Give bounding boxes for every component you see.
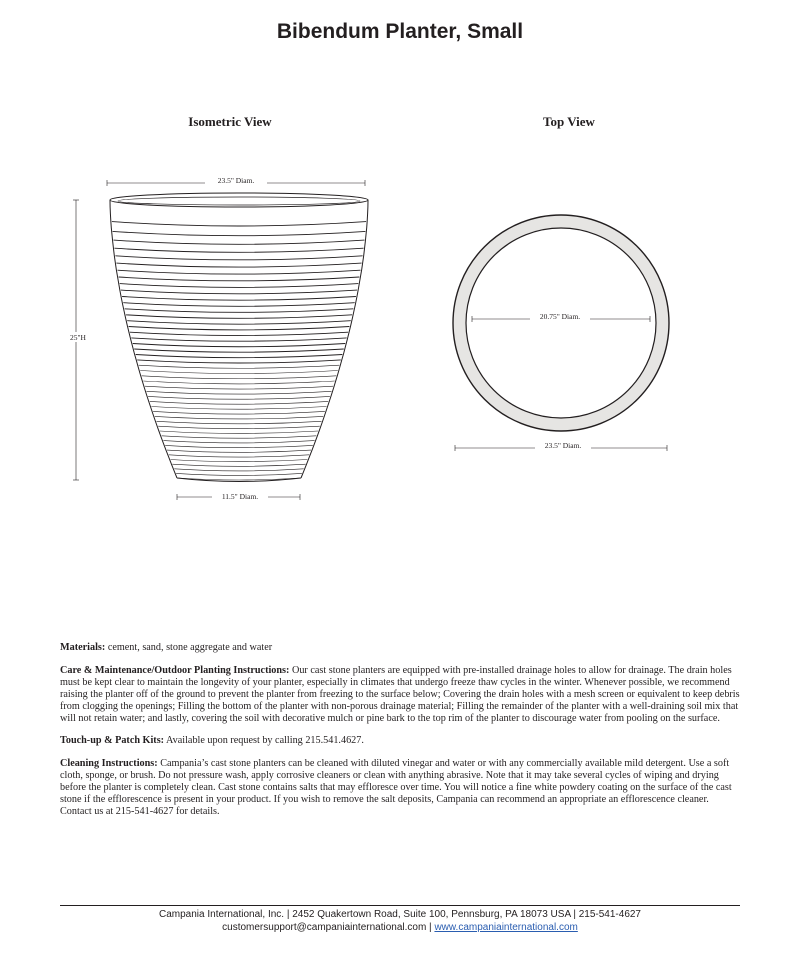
planter-rib xyxy=(160,431,318,433)
planter-rib xyxy=(169,455,309,457)
planter-rib xyxy=(172,464,305,466)
care-heading: Care & Maintenance/Outdoor Planting Instructions: xyxy=(60,664,290,676)
isometric-view-label: Isometric View xyxy=(188,114,272,129)
planter-rib xyxy=(118,270,361,274)
page-title: Bibendum Planter, Small xyxy=(276,20,524,43)
planter-rib xyxy=(158,426,320,428)
planter-rib xyxy=(126,315,352,319)
top-view-label: Top View xyxy=(543,114,595,129)
outer-diameter-label: 23.5" Diam. xyxy=(544,441,582,450)
footer xyxy=(60,909,740,934)
planter-rib xyxy=(130,332,348,335)
touchup-heading: Touch-up & Patch Kits: xyxy=(60,735,165,747)
planter-rib xyxy=(155,416,323,419)
touchup-section xyxy=(60,735,740,747)
touchup-text: Available upon request by calling 215.541.4627. xyxy=(164,735,364,747)
planter-rib xyxy=(139,365,340,368)
contact-line xyxy=(60,922,740,935)
planter-rib xyxy=(150,401,328,404)
cleaning-text: Campania’s cast stone planters can be cleaned with diluted vinegar and water or with any commercially available mild detergent. Use a soft cloth, sponge, or brush. Do not pressure wash, apply corrosive cleaners or clean with anything abrasive. Note that it may take several cycles of wiping and drying before the planter is completely clean. Cast stone contains salts that may effloresce over time. You will notice a fine white powdery coating on the surface of the cast stone if the efflorescence is present in your product. If you wish to remove the salt deposits, Campania can recommend an appropriate an efflorescence cleaner. Contact us at 215-541-4627 for details. xyxy=(60,758,732,817)
planter-rib xyxy=(151,407,326,410)
planter-rib xyxy=(125,309,354,313)
top-diameter-label: 23.5" Diam. xyxy=(217,176,255,185)
planter-rib xyxy=(131,338,346,341)
materials-heading: Materials: xyxy=(60,642,106,653)
planter-rib xyxy=(137,360,341,363)
planter-rib xyxy=(127,321,351,324)
planter-rib xyxy=(115,256,362,260)
company-address: Campania International, Inc. | 2452 Quakertown Road, Suite 100, Pennsburg, PA 18073 USA | 215-541-4627 xyxy=(159,909,641,920)
planter-rib xyxy=(113,231,366,235)
footer-divider xyxy=(60,905,740,906)
cleaning-section xyxy=(60,758,740,818)
planter-rib xyxy=(142,376,337,379)
inner-diameter-label: 20.75" Diam. xyxy=(539,312,581,321)
base-diameter-label: 11.5" Diam. xyxy=(221,492,259,501)
materials-text: cement, sand, stone aggregate and water xyxy=(105,642,273,653)
planter-rib xyxy=(122,297,356,301)
planter-rib xyxy=(157,421,322,424)
planter-rib xyxy=(134,349,344,352)
planter-rib xyxy=(140,371,338,374)
planter-rib xyxy=(162,436,317,438)
planter-rib xyxy=(153,411,325,414)
planter-rib xyxy=(114,248,363,252)
materials-section xyxy=(60,642,740,654)
planter-rib xyxy=(114,240,365,244)
planter-rib xyxy=(120,284,359,288)
planter-rib xyxy=(121,290,357,294)
planter-rib xyxy=(143,381,334,384)
support-email: customersupport@campaniainternational.com xyxy=(222,921,427,933)
planter-rib xyxy=(171,460,308,462)
planter-rib xyxy=(136,355,343,358)
planter-rib xyxy=(167,450,311,452)
planter-rib xyxy=(123,303,354,307)
website-link[interactable]: www.campaniainternational.com xyxy=(434,921,578,933)
planter-rib xyxy=(133,344,345,347)
height-label: 25"H xyxy=(70,333,86,342)
planter-rib xyxy=(148,396,330,399)
planter-rib xyxy=(174,469,303,471)
care-text: Our cast stone planters are equipped with pre-installed drainage holes to allow for drainage. The drain holes must be kept clear to maintain the longevity of your planter, especially in climates that undergo freeze thaw cycles in the winter. Whenever possible, we recommend raising the planter off of the ground to prevent the planter from freezing to the surface below; Covering the drain holes with a mesh screen or equivalent to keep debris from clogging the openings; Filling the bottom of the planter with non-porous drainage material; Filling the remainder of the planter with a well-draining soil mix that will not retain water; and lastly, covering the soil with decorative mulch or pine bark to the top rim of the planter to discourage water from pooling on the surface. xyxy=(60,664,740,724)
product-info xyxy=(60,642,740,829)
planter-rib xyxy=(163,441,314,443)
planter-rib xyxy=(176,473,302,475)
isometric-planter-drawing xyxy=(110,193,368,482)
planter-rib xyxy=(129,327,350,330)
planter-rib xyxy=(112,222,366,226)
footer-separator: | xyxy=(426,921,435,933)
top-view-drawing xyxy=(453,215,669,451)
planter-rib xyxy=(165,445,313,447)
care-section xyxy=(60,665,740,725)
planter-rib xyxy=(145,386,333,389)
cleaning-heading: Cleaning Instructions: xyxy=(60,758,158,770)
planter-rib xyxy=(119,277,360,281)
planter-rib xyxy=(147,391,332,394)
planter-rib xyxy=(116,263,361,267)
